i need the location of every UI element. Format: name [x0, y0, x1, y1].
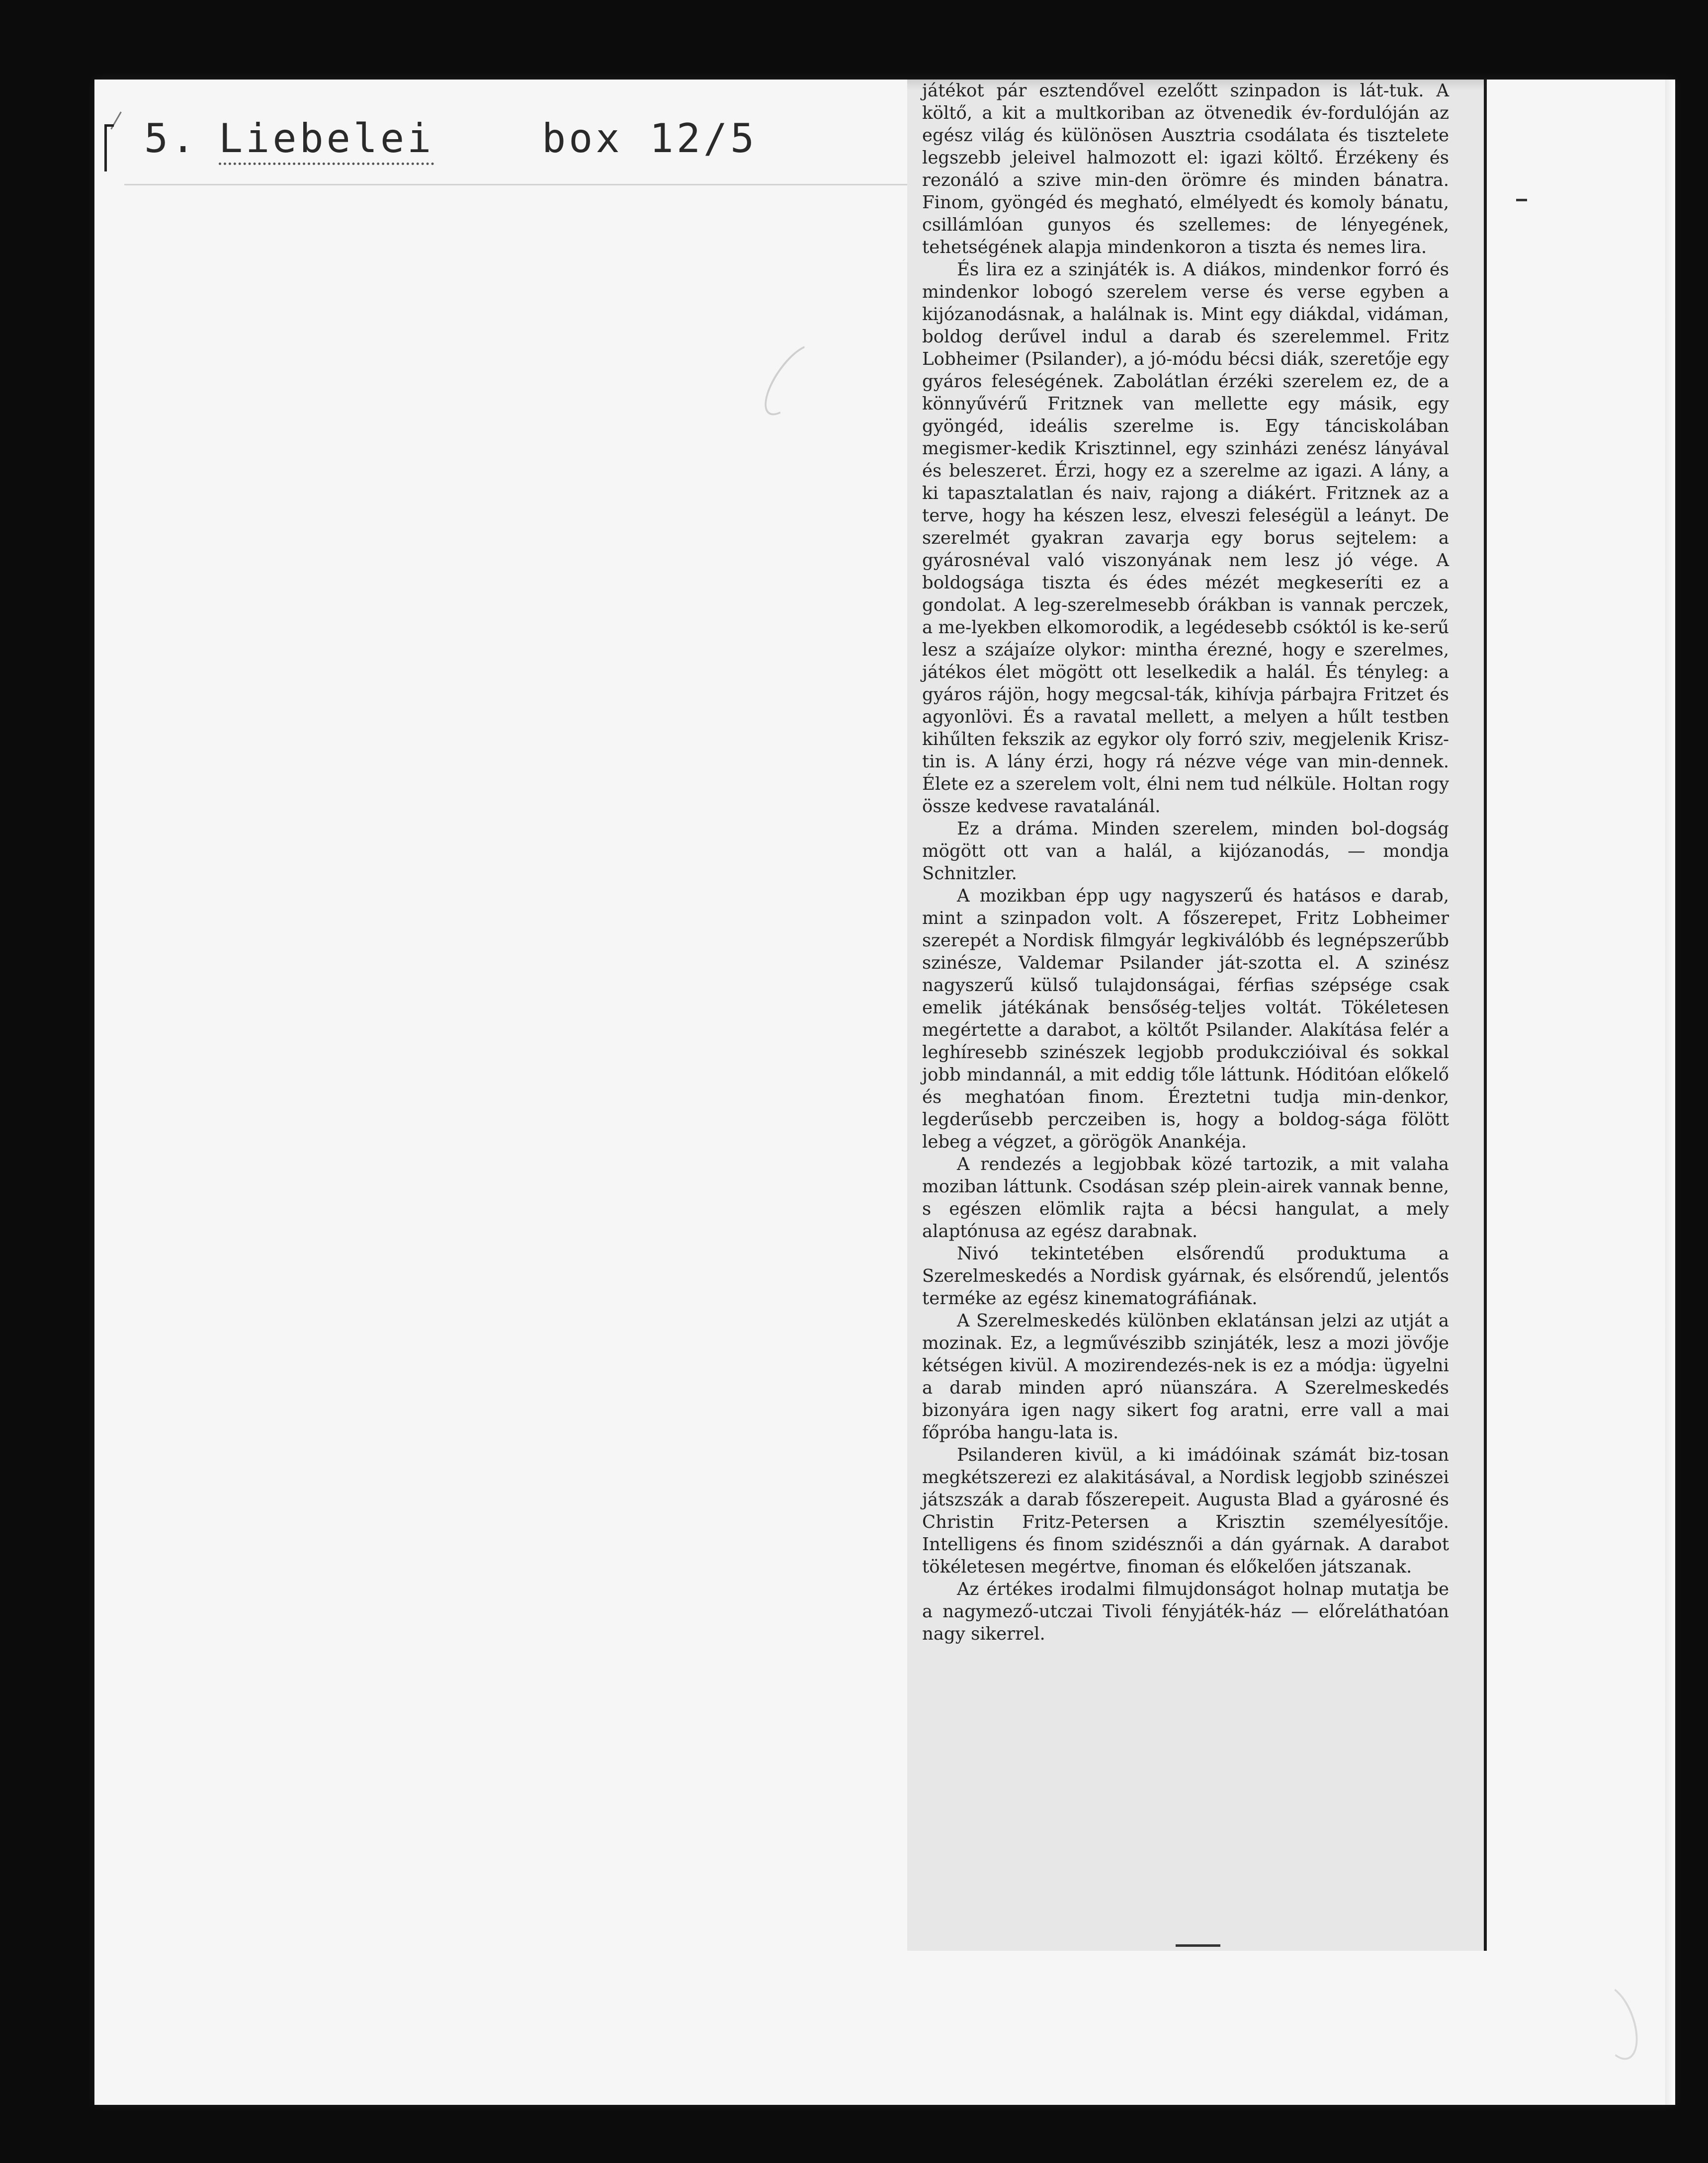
label-box-number: box 12/5: [542, 115, 758, 162]
label-number: 5.: [144, 115, 198, 162]
scratch-mark: [755, 336, 830, 424]
article-paragraph: játékot pár esztendővel ezelőtt szinpadon is lát-tuk. A költő, a kit a multkoriban az ötvenedik év-fordulóján az egész világ és különösen Ausztria csodálata és tisztelete legszebb jeleivel halmozott el: igazi költő. Érzékeny és rezonáló a szive min-den örömre és minden bánatra. Finom, gyöngéd és megható, elmélyedt és komoly bánatu, csillámlóan gunyos és szellemes: de lényegének, tehetségének alapja mindenkoron a tiszta és nemes lira.: [922, 81, 1449, 257]
sheet-edge: [1665, 80, 1675, 2105]
article-paragraph: A Szerelmeskedés különben eklatánsan jelzi az utját a mozinak. Ez, a legművészibb szinjáték, lesz a mozi jövője kétségen kivül. A mozirendezés-nek is ez a módja: ügyelni a darab minden apró nüanszára. A Szerelmeskedés bizonyára igen nagy sikert fog aratni, erre vall a mai főpróba hangu-lata is.: [922, 1311, 1449, 1443]
article-end-rule: [1176, 1944, 1220, 1947]
article-paragraph: Psilanderen kivül, a ki imádóinak számát biz-tosan megkétszerezi ez alakitásával, a Nordisk legjobb szinészei játszszák a darab főszerepeit. Augusta Blad a gyárosné és Christin Fritz-Petersen a Krisztin személyesítője. Intelligens és finom szidésznői a dán gyárnak. A darabot tökéletesen megértve, finoman és előkelően játszanak.: [922, 1445, 1449, 1577]
article-paragraph: És lira ez a szinjáték is. A diákos, mindenkor forró és mindenkor lobogó szerelem verse és verse egyben a kijózanodásnak, a halálnak is. Mint egy diákdal, vidáman, boldog derűvel indul a darab és szerelemmel. Fritz Lobheimer (Psilander), a jó-módu bécsi diák, szeretője egy gyáros feleségének. Zabolátlan érzéki szerelem ez, de a könnyűvérű Fritznek van mellette egy másik, egy gyöngéd, ideális szerelme is. Egy tánciskolában megismer-kedik Krisztinnel, egy szinházi zenész lányával és beleszeret. Érzi, hogy ez a szerelme az igazi. A lány, a ki tapasztalatlan és naiv, rajong a diákért. Fritznek az a terve, hogy ha készen lesz, elveszi feleségül a leányt. De szerelmét gyakran zavarja egy borus sejtelem: a gyárosnéval való viszonyának nem lesz jó vége. A boldogsága tiszta és édes mézét megkeseríti ez a gondolat. A leg-szerelmesebb órákban is vannak perczek, a me-lyekben elkomorodik, a legédesebb csóktól is ke-serű lesz a szájaíze olykor: mintha érezné, hogy e szerelmes, játékos élet mögött ott leselkedik a halál. És tényleg: a gyáros rájön, hogy megcsal-ták, kihívja párbajra Fritzet és agyonlövi. És a ravatal mellett, a melyen a hűlt testben kihűlten fekszik az egykor oly forró sziv, megjelenik Krisz-tin is. A lány érzi, hogy rá nézve vége van min-dennek. Élete ez a szerelem volt, élni nem tud nélküle. Holtan rogy össze kedvese ravatalánál.: [922, 259, 1449, 817]
label-bracket: [104, 124, 114, 171]
newspaper-clipping: [907, 80, 1487, 1951]
label-title: Liebelei: [219, 115, 434, 165]
article-paragraph: Ez a dráma. Minden szerelem, minden bol-dogság mögött ott van a halál, a kijózanodás, — mondja Schnitzler.: [922, 819, 1449, 884]
scratch-mark: [1583, 1979, 1646, 2066]
article-paragraph: Nivó tekintetében elsőrendű produktuma a Szerelmeskedés a Nordisk gyárnak, és elsőrendű, jelentős terméke az egész kinematográfiának.: [922, 1244, 1449, 1309]
margin-dash: [1516, 199, 1527, 201]
article-paragraph: A mozikban épp ugy nagyszerű és hatásos e darab, mint a szinpadon volt. A főszerepet, Fritz Lobheimer szerepét a Nordisk filmgyár legkiválóbb és legnépszerűbb szinésze, Valdemar Psilander ját-szotta el. A szinész nagyszerű külső tulajdonságai, férfias szépsége csak emelik játékának bensőség-teljes voltát. Tökéletesen megértette a darabot, a költőt Psilander. Alakítása felér a leghíresebb szinészek legjobb produkczióival és sokkal jobb mindannál, a mit eddig tőle láttunk. Hóditóan előkelő és meghatóan finom. Éreztetni tudja min-denkor, legderűsebb perczeiben is, hogy a boldog-sága fölött lebeg a végzet, a görögök Anankéja.: [922, 886, 1449, 1152]
pen-mark: [110, 111, 135, 137]
article-text: [922, 80, 1449, 1645]
label-underline: [124, 184, 910, 185]
article-paragraph: Az értékes irodalmi filmujdonságot holnap mutatja be a nagymező-utczai Tivoli fényjáték-ház — előreláthatóan nagy sikerrel.: [922, 1579, 1449, 1644]
archive-sheet: [94, 80, 1675, 2105]
article-paragraph: A rendezés a legjobbak közé tartozik, a mit valaha moziban láttunk. Csodásan szép plein-airek vannak benne, s egészen elömlik rajta a bécsi hangulat, a mely alaptónusa az egész darabnak.: [922, 1154, 1449, 1242]
